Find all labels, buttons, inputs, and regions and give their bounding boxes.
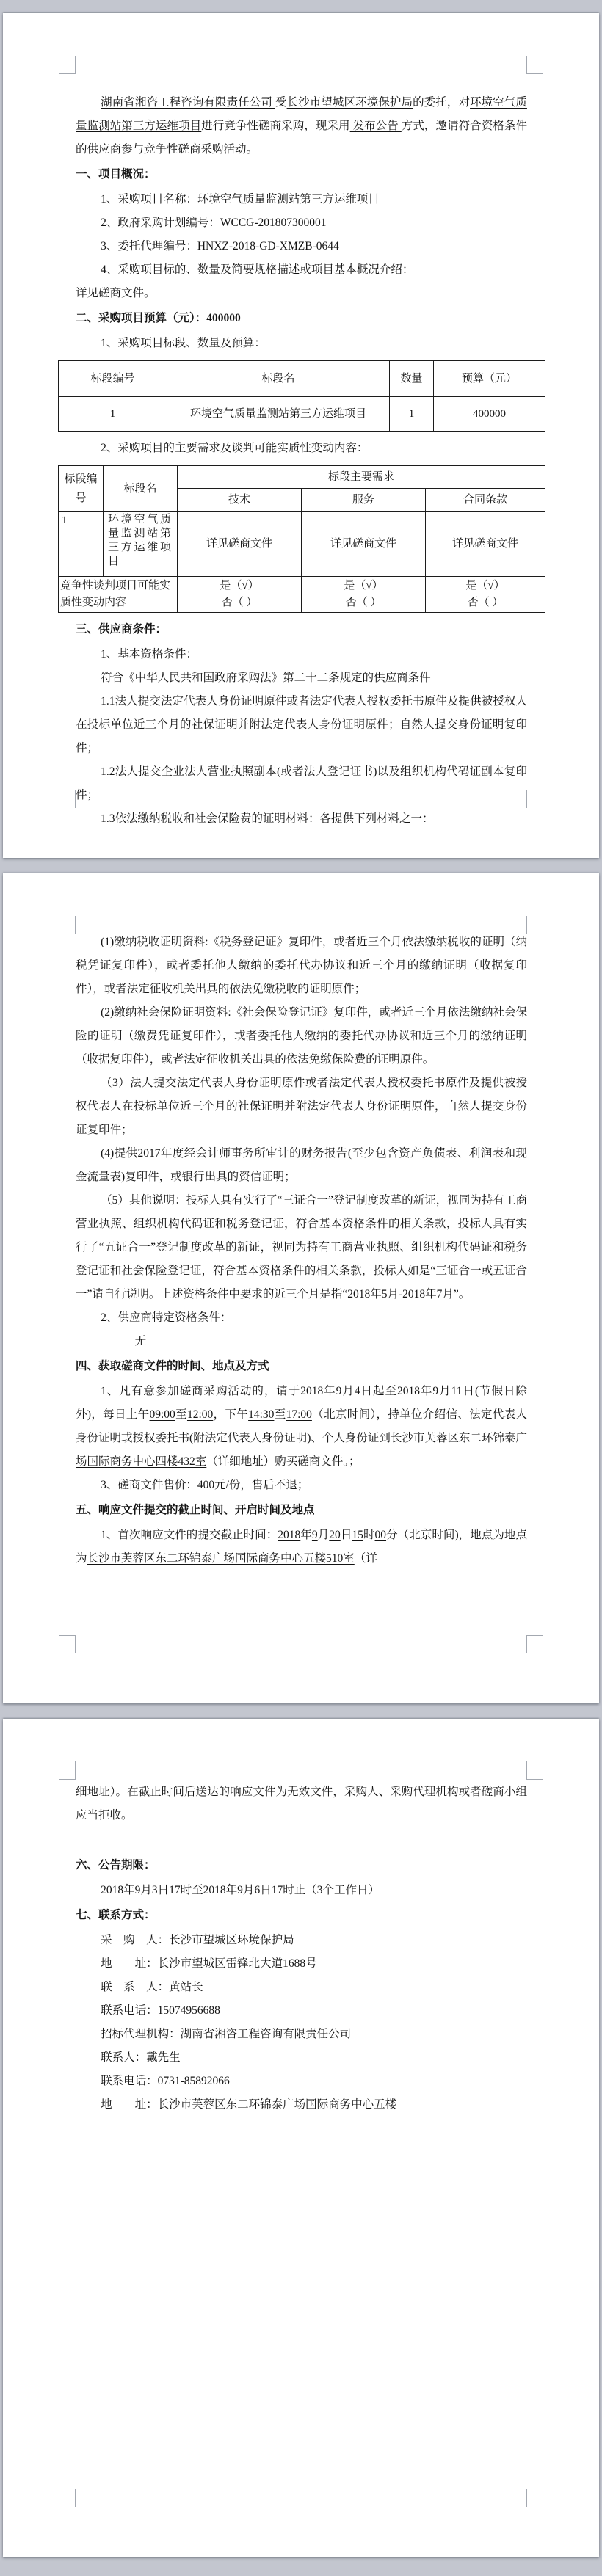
- text-run: 日: [260, 1884, 272, 1896]
- table-cell: [302, 577, 426, 613]
- underlined-text: 湖南省湘咨工程咨询有限责任公司: [101, 96, 275, 109]
- paragraph: [76, 807, 527, 831]
- underlined-text: 2018: [278, 1529, 301, 1541]
- text-run: 进行竞争性磋商采购，现采用: [201, 120, 350, 132]
- text-run: 年: [225, 1884, 238, 1896]
- paragraph: [76, 235, 527, 258]
- no-option: 否（ ）: [467, 597, 504, 608]
- paragraph: [76, 1976, 527, 1999]
- text-run: 二、采购项目预算（元）：400000: [76, 312, 241, 324]
- table-cell: 400000: [434, 397, 545, 432]
- paragraph: [76, 437, 527, 460]
- section-heading: [76, 1499, 527, 1522]
- budget-table: [58, 360, 545, 432]
- paragraph: [76, 1474, 527, 1497]
- yes-option: 是（√）: [465, 580, 505, 592]
- text-run: 采 购 人：长沙市望城区环境保护局: [101, 1934, 294, 1946]
- underlined-text: 2018: [101, 1884, 124, 1896]
- text-run: 受: [275, 96, 287, 109]
- text-run: 1.3依法缴纳税收和社会保险费的证明材料：各提供下列材料之一：: [101, 812, 434, 825]
- text-run: 地 址：长沙市望城区雷锋北大道1688号: [101, 1957, 317, 1970]
- table-cell: 1: [59, 397, 167, 432]
- text-run: 3、委托代理编号：HNXZ-2018-GD-XMZB-0644: [101, 240, 339, 252]
- underlined-text: 9: [134, 1884, 141, 1896]
- underlined-text: 9: [237, 1884, 243, 1896]
- page-1: [3, 13, 599, 858]
- text-run: 七、联系方式：: [76, 1909, 156, 1921]
- paragraph: [76, 1524, 527, 1571]
- text-run: 年: [300, 1529, 312, 1541]
- underlined-text: 15: [352, 1529, 363, 1541]
- table-header-cell: 标段名: [104, 466, 178, 512]
- table-header-cell: 技术: [178, 489, 302, 512]
- text-run: 分（北京时间)，地点为地点为: [76, 1529, 527, 1565]
- text-run: 年: [323, 1385, 336, 1397]
- paragraph: [76, 690, 527, 760]
- text-run: 一、项目概况：: [76, 168, 156, 181]
- margin-mark-top-left: [59, 1761, 76, 1780]
- text-run: 2、供应商特定资格条件：: [101, 1311, 232, 1324]
- requirements-table: [58, 465, 545, 613]
- table-cell: [426, 577, 545, 613]
- text-run: 日(节假日除外)，每日上午: [76, 1385, 527, 1421]
- table-cell: 1: [59, 512, 104, 577]
- text-run: (1)缴纳税收证明资料:《税务登记证》复印件，或者近三个月依法缴纳税收的证明（纳税凭证复印件），或者委托他人缴纳的委托代办协议和近三个月的缴纳证明（收据复印件），或者法定征收机关出具的依法免缴税收的证明原件；: [76, 936, 527, 995]
- paragraph: [76, 258, 527, 282]
- section-heading: [76, 1854, 527, 1877]
- table-header-cell: 标段名: [167, 361, 390, 397]
- paragraph: [76, 931, 527, 1001]
- text-run: 联系电话：0731-85892066: [101, 2075, 230, 2087]
- paragraph: [76, 760, 527, 807]
- text-run: 月: [242, 1884, 255, 1896]
- yes-option: 是（√）: [344, 580, 383, 592]
- text-run: 时: [363, 1529, 375, 1541]
- underlined-text: 09:00: [149, 1408, 175, 1421]
- underlined-text: 3: [151, 1884, 158, 1896]
- text-run: 联 系 人：黄站长: [101, 1981, 203, 1993]
- underlined-text: 17:00: [286, 1408, 312, 1421]
- text-run: 三、供应商条件：: [76, 623, 167, 636]
- paragraph: [76, 1330, 527, 1353]
- text-run: 时止（3个工作日）: [283, 1884, 380, 1896]
- paragraph: [76, 2046, 527, 2070]
- paragraph: [76, 666, 527, 690]
- paragraph: [76, 188, 527, 211]
- table-row: [59, 512, 545, 577]
- text-run: 六、公告期限：: [76, 1859, 156, 1871]
- table-cell: 详见磋商文件: [426, 512, 545, 577]
- yes-option: 是（√）: [220, 580, 259, 592]
- no-option: 否（ ）: [221, 597, 258, 608]
- underlined-text: 11: [451, 1385, 463, 1397]
- text-run: （详: [354, 1552, 377, 1565]
- underlined-text: 长沙市芙蓉区东二环锦泰广场国际商务中心五楼510室: [87, 1552, 355, 1565]
- paragraph: [76, 2093, 527, 2117]
- text-run: 至: [175, 1408, 187, 1421]
- underlined-text: 2018: [300, 1385, 324, 1397]
- section-heading: [76, 163, 527, 186]
- paragraph: [76, 211, 527, 235]
- underlined-text: 长沙市芙蓉区东二环锦泰广场国际商务中心四楼432室: [76, 1432, 527, 1468]
- underlined-text: 发布公告: [349, 120, 402, 132]
- underlined-text: 4: [354, 1385, 360, 1397]
- margin-mark-top-right: [526, 916, 543, 934]
- text-run: ，下午: [213, 1408, 249, 1421]
- underlined-text: 9: [432, 1385, 439, 1397]
- text-run: 详见磋商文件。: [76, 287, 156, 299]
- text-run: 1、采购项目名称：: [101, 193, 197, 205]
- table-row: [59, 577, 545, 613]
- text-run: 年: [419, 1385, 433, 1397]
- paragraph: [76, 332, 527, 355]
- margin-mark-top-left: [59, 56, 76, 74]
- paragraph: [76, 1999, 527, 2023]
- section-heading: [76, 307, 527, 330]
- section-heading: [76, 1355, 527, 1378]
- text-run: 地 址：长沙市芙蓉区东二环锦泰广场国际商务中心五楼: [101, 2098, 397, 2111]
- text-run: 年: [123, 1884, 135, 1896]
- table-cell: 详见磋商文件: [178, 512, 302, 577]
- table-header-cell: 标段主要需求: [178, 466, 545, 489]
- paragraph: [76, 1306, 527, 1330]
- text-run: 2、采购项目的主要需求及谈判可能实质性变动内容：: [101, 442, 369, 454]
- underlined-text: 环境空气质量监测站第三方运维项目: [197, 193, 380, 205]
- paragraph: [76, 1142, 527, 1189]
- page-2: [3, 873, 599, 1703]
- page-1-content: [60, 13, 527, 858]
- underlined-text: 9: [311, 1529, 318, 1541]
- text-run: (4)提供2017年度经会计师事务所审计的财务报告(至少包含资产负债表、利润表和现金流量表)复印件，或银行出具的资信证明；: [76, 1147, 527, 1183]
- table-row: [59, 397, 545, 432]
- table-header-cell: 数量: [390, 361, 434, 397]
- margin-mark-bottom-right: [526, 2489, 543, 2507]
- text-run: (2)缴纳社会保险证明资料:《社会保险登记证》复印件，或者近三个月依法缴纳社会保险的证明（缴费凭证复印件），或者委托他人缴纳的委托代办协议和近三个月的缴纳证明（收据复印件），或者法定征收机关出具的依法免缴保险费的证明原件。: [76, 1006, 527, 1066]
- table-header-cell: 合同条款: [426, 489, 545, 512]
- text-run: 月: [438, 1385, 452, 1397]
- text-run: 联系电话：15074956688: [101, 2004, 220, 2017]
- text-run: 1.1法人提交法定代表人身份证明原件或者法定代表人授权委托书原件及提供被授权人在投标单位近三个月的社保证明并附法定代表人身份证明原件；自然人提交身份证明复印件；: [76, 695, 527, 754]
- text-run: 1、凡有意参加磋商采购活动的，请于: [101, 1385, 301, 1397]
- text-run: 符合《中华人民共和国政府采购法》第二十二条规定的供应商条件: [101, 672, 431, 684]
- text-run: 细地址）。在截止时间后送达的响应文件为无效文件，采购人、采购代理机构或者磋商小组应当拒收。: [76, 1786, 527, 1822]
- page-3-content: [76, 1719, 527, 2557]
- text-run: 方式，邀请符合资格条件的供应商参与竞争性磋商采购活动。: [76, 120, 527, 156]
- underlined-text: 2018: [203, 1884, 226, 1896]
- text-run: 月: [341, 1385, 355, 1397]
- paragraph: [76, 91, 527, 161]
- table-cell: 详见磋商文件: [302, 512, 426, 577]
- margin-mark-bottom-left: [59, 1635, 76, 1653]
- text-run: （北京时间），持单位介绍信、法定代表人身份证明或授权委托书(附法定代表人身份证明)、个人身份证到: [76, 1408, 527, 1444]
- text-run: 四、获取磋商文件的时间、地点及方式: [76, 1360, 269, 1372]
- margin-mark-bottom-right: [526, 790, 543, 808]
- text-run: 至: [274, 1408, 286, 1421]
- margin-mark-bottom-left: [59, 2489, 76, 2507]
- underlined-text: 环境空气质量监测站第三方运维项目: [76, 96, 527, 132]
- underlined-text: 17: [169, 1884, 181, 1896]
- margin-mark-top-right: [526, 1761, 543, 1780]
- paragraph: [76, 643, 527, 666]
- paragraph: [76, 2023, 527, 2046]
- text-run: （5）其他说明：投标人具有实行了“三证合一”登记制度改革的新证，视同为持有工商营业执照、组织机构代码证和税务登记证，符合基本资格条件的相关条款，投标人具有实行了“五证合一”登记制度改革的新证，视同为持有工商营业执照、组织机构代码证和税务登记证和社会保险登记证，符合基本资格条件的相关条款，投标人如是“三证合一或五证合一”请自行说明。上述资格条件中要求的近三个月是指“2018年5月-2018年7月”。: [76, 1194, 527, 1300]
- table-header-cell: 标段编号: [59, 466, 104, 512]
- text-run: 无: [134, 1335, 147, 1347]
- text-run: 4、采购项目标的、数量及简要规格描述或项目基本概况介绍：: [101, 263, 414, 276]
- paragraph: [76, 1380, 527, 1474]
- text-run: 1.2法人提交企业法人营业执照副本(或者法人登记证书)以及组织机构代码证副本复印件；: [76, 765, 527, 801]
- text-run: 月: [317, 1529, 330, 1541]
- text-run: 日: [157, 1884, 170, 1896]
- table-cell: 1: [390, 397, 434, 432]
- table-header-cell: 标段编号: [59, 361, 167, 397]
- text-run: 时至: [180, 1884, 203, 1896]
- text-run: 五、响应文件提交的截止时间、开启时间及地点: [76, 1504, 315, 1516]
- table-header-cell: 服务: [302, 489, 426, 512]
- margin-mark-bottom-right: [526, 1635, 543, 1653]
- section-heading: [76, 618, 527, 641]
- text-run: 招标代理机构：湖南省湘咨工程咨询有限责任公司: [101, 2028, 352, 2040]
- table-header-row: [59, 361, 545, 397]
- text-run: 2、政府采购计划编号：WCCG-201807300001: [101, 217, 327, 229]
- section-heading: [76, 1904, 527, 1927]
- table-header-row: [59, 466, 545, 489]
- paragraph: [76, 282, 527, 305]
- text-run: ，售后不退；: [240, 1479, 309, 1491]
- no-option: 否（ ）: [345, 597, 382, 608]
- table-cell: 环境空气质量监测站第三方运维项目: [167, 397, 390, 432]
- paragraph: [76, 1071, 527, 1142]
- margin-mark-bottom-left: [59, 790, 76, 808]
- text-run: 1、采购项目标段、数量及预算：: [101, 337, 266, 349]
- text-run: 1、首次响应文件的提交截止时间：: [101, 1529, 278, 1541]
- table-cell: 环境空气质量监测站第三方运维项目: [104, 512, 178, 577]
- text-run: 3、磋商文件售价：: [101, 1479, 197, 1491]
- table-cell: [178, 577, 302, 613]
- text-run: 日: [340, 1529, 352, 1541]
- paragraph: [76, 1780, 527, 1827]
- underlined-text: 00: [374, 1529, 387, 1541]
- text-run: （3）法人提交法定代表人身份证明原件或者法定代表人授权委托书原件及提供被授权代表人在投标单位近三个月的社保证明并附法定代表人身份证明原件，自然人提交身份证复印件；: [76, 1077, 527, 1136]
- paragraph: [76, 1929, 527, 1952]
- page-2-content: [76, 873, 527, 1703]
- margin-mark-top-left: [59, 916, 76, 934]
- underlined-text: 9: [336, 1385, 342, 1397]
- paragraph: [76, 1879, 527, 1902]
- page-3: [3, 1719, 599, 2557]
- text-run: 的委托，对: [413, 96, 471, 109]
- text-run: 联系人：戴先生: [101, 2051, 181, 2064]
- paragraph: [76, 1952, 527, 1976]
- paragraph: [76, 1189, 527, 1306]
- underlined-text: 2018: [396, 1385, 420, 1397]
- underlined-text: 17: [271, 1884, 283, 1896]
- text-run: 日起至: [360, 1385, 397, 1397]
- paragraph: [76, 1001, 527, 1071]
- underlined-text: 12:00: [186, 1408, 214, 1421]
- text-run: （详细地址）购买磋商文件。；: [206, 1455, 360, 1468]
- underlined-text: 20: [329, 1529, 341, 1541]
- underlined-text: 长沙市望城区环境保护局: [286, 96, 413, 109]
- table-header-cell: 预算（元）: [434, 361, 545, 397]
- text-run: 1、基本资格条件：: [101, 648, 197, 661]
- underlined-text: 6: [254, 1884, 261, 1896]
- underlined-text: 14:30: [248, 1408, 275, 1421]
- margin-mark-top-right: [526, 56, 543, 74]
- text-run: 月: [140, 1884, 152, 1896]
- underlined-text: 400元/份: [197, 1479, 241, 1491]
- table-cell: 竞争性谈判项目可能实质性变动内容: [59, 577, 178, 613]
- paragraph: [76, 2070, 527, 2093]
- spacer: [76, 1827, 527, 1852]
